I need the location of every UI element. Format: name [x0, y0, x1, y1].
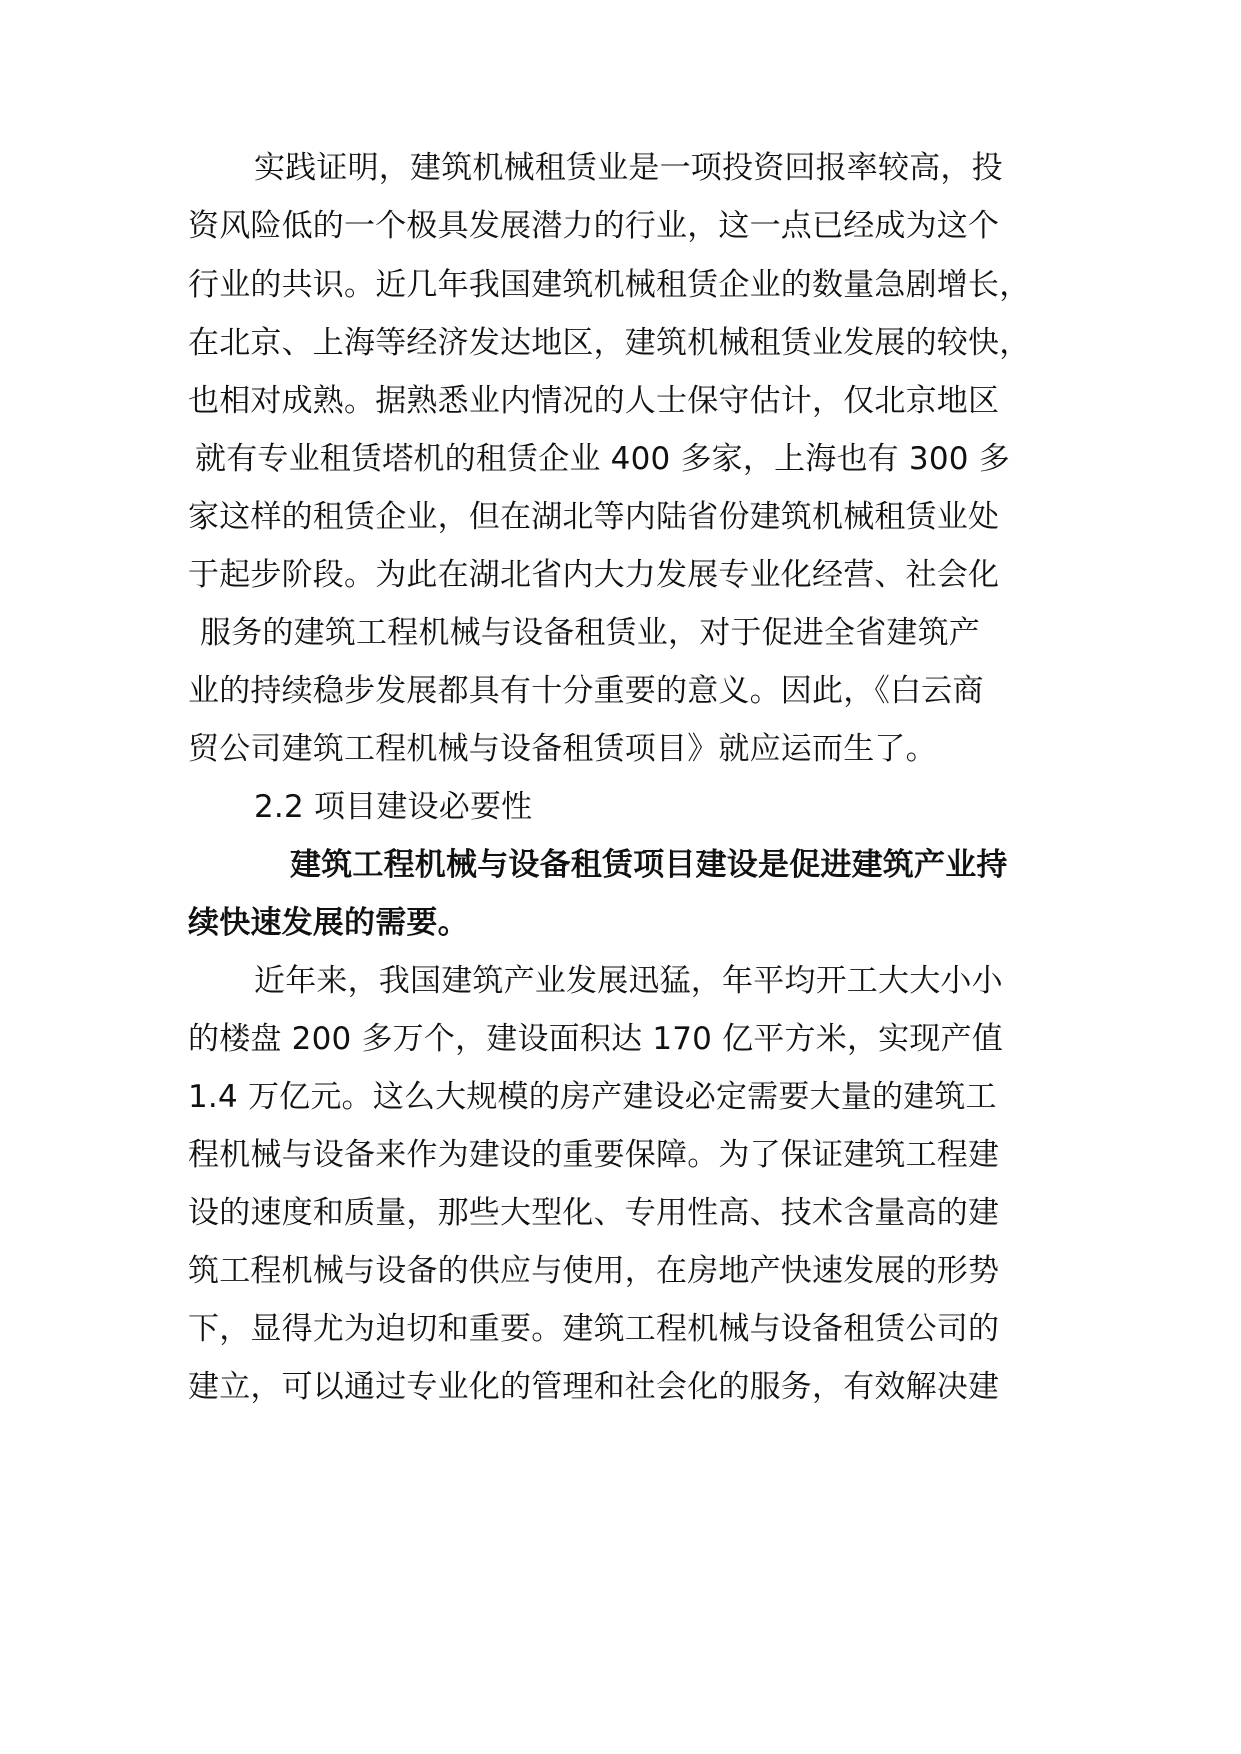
bold-paragraph-line: 续快速发展的需要。 [188, 905, 469, 941]
paragraph-line: 资风险低的一个极具发展潜力的行业，这一点已经成为这个 [188, 208, 1000, 244]
paragraph-line: 在北京、上海等经济发达地区，建筑机械租赁业发展的较快， [188, 325, 1031, 361]
paragraph-line: 也相对成熟。据熟悉业内情况的人士保守估计，仅北京地区 [188, 383, 1000, 419]
paragraph-line: 服务的建筑工程机械与设备租赁业，对于促进全省建筑产 [200, 615, 980, 651]
paragraph-line: 建立，可以通过专业化的管理和社会化的服务，有效解决建 [188, 1369, 1000, 1405]
bold-paragraph-line: 建筑工程机械与设备租赁项目建设是促进建筑产业持 [290, 847, 1008, 883]
paragraph-line: 于起步阶段。为此在湖北省内大力发展专业化经营、社会化 [188, 557, 1000, 593]
paragraph-line: 1.4 万亿元。这么大规模的房产建设必定需要大量的建筑工 [188, 1079, 997, 1115]
paragraph-line: 设的速度和质量，那些大型化、专用性高、技术含量高的建 [188, 1195, 1000, 1231]
paragraph-line: 近年来，我国建筑产业发展迅猛，年平均开工大大小小 [254, 963, 1003, 999]
paragraph-line: 程机械与设备来作为建设的重要保障。为了保证建筑工程建 [188, 1137, 1000, 1173]
paragraph-line: 家这样的租赁企业，但在湖北等内陆省份建筑机械租赁业处 [188, 499, 1000, 535]
paragraph-line: 实践证明，建筑机械租赁业是一项投资回报率较高，投 [254, 150, 1003, 186]
paragraph-line: 筑工程机械与设备的供应与使用，在房地产快速发展的形势 [188, 1253, 1000, 1289]
paragraph-line: 就有专业租赁塔机的租赁企业 400 多家，上海也有 300 多 [195, 441, 1010, 477]
paragraph-line: 贸公司建筑工程机械与设备租赁项目》就应运而生了。 [188, 731, 937, 767]
paragraph-line: 业的持续稳步发展都具有十分重要的意义。因此，《白云商 [188, 673, 984, 709]
section-heading: 2.2 项目建设必要性 [254, 789, 533, 825]
paragraph-line: 下，显得尤为迫切和重要。建筑工程机械与设备租赁公司的 [188, 1311, 1000, 1347]
paragraph-line: 的楼盘 200 多万个，建设面积达 170 亿平方米，实现产值 [188, 1021, 1003, 1057]
paragraph-line: 行业的共识。近几年我国建筑机械租赁企业的数量急剧增长， [188, 267, 1031, 303]
